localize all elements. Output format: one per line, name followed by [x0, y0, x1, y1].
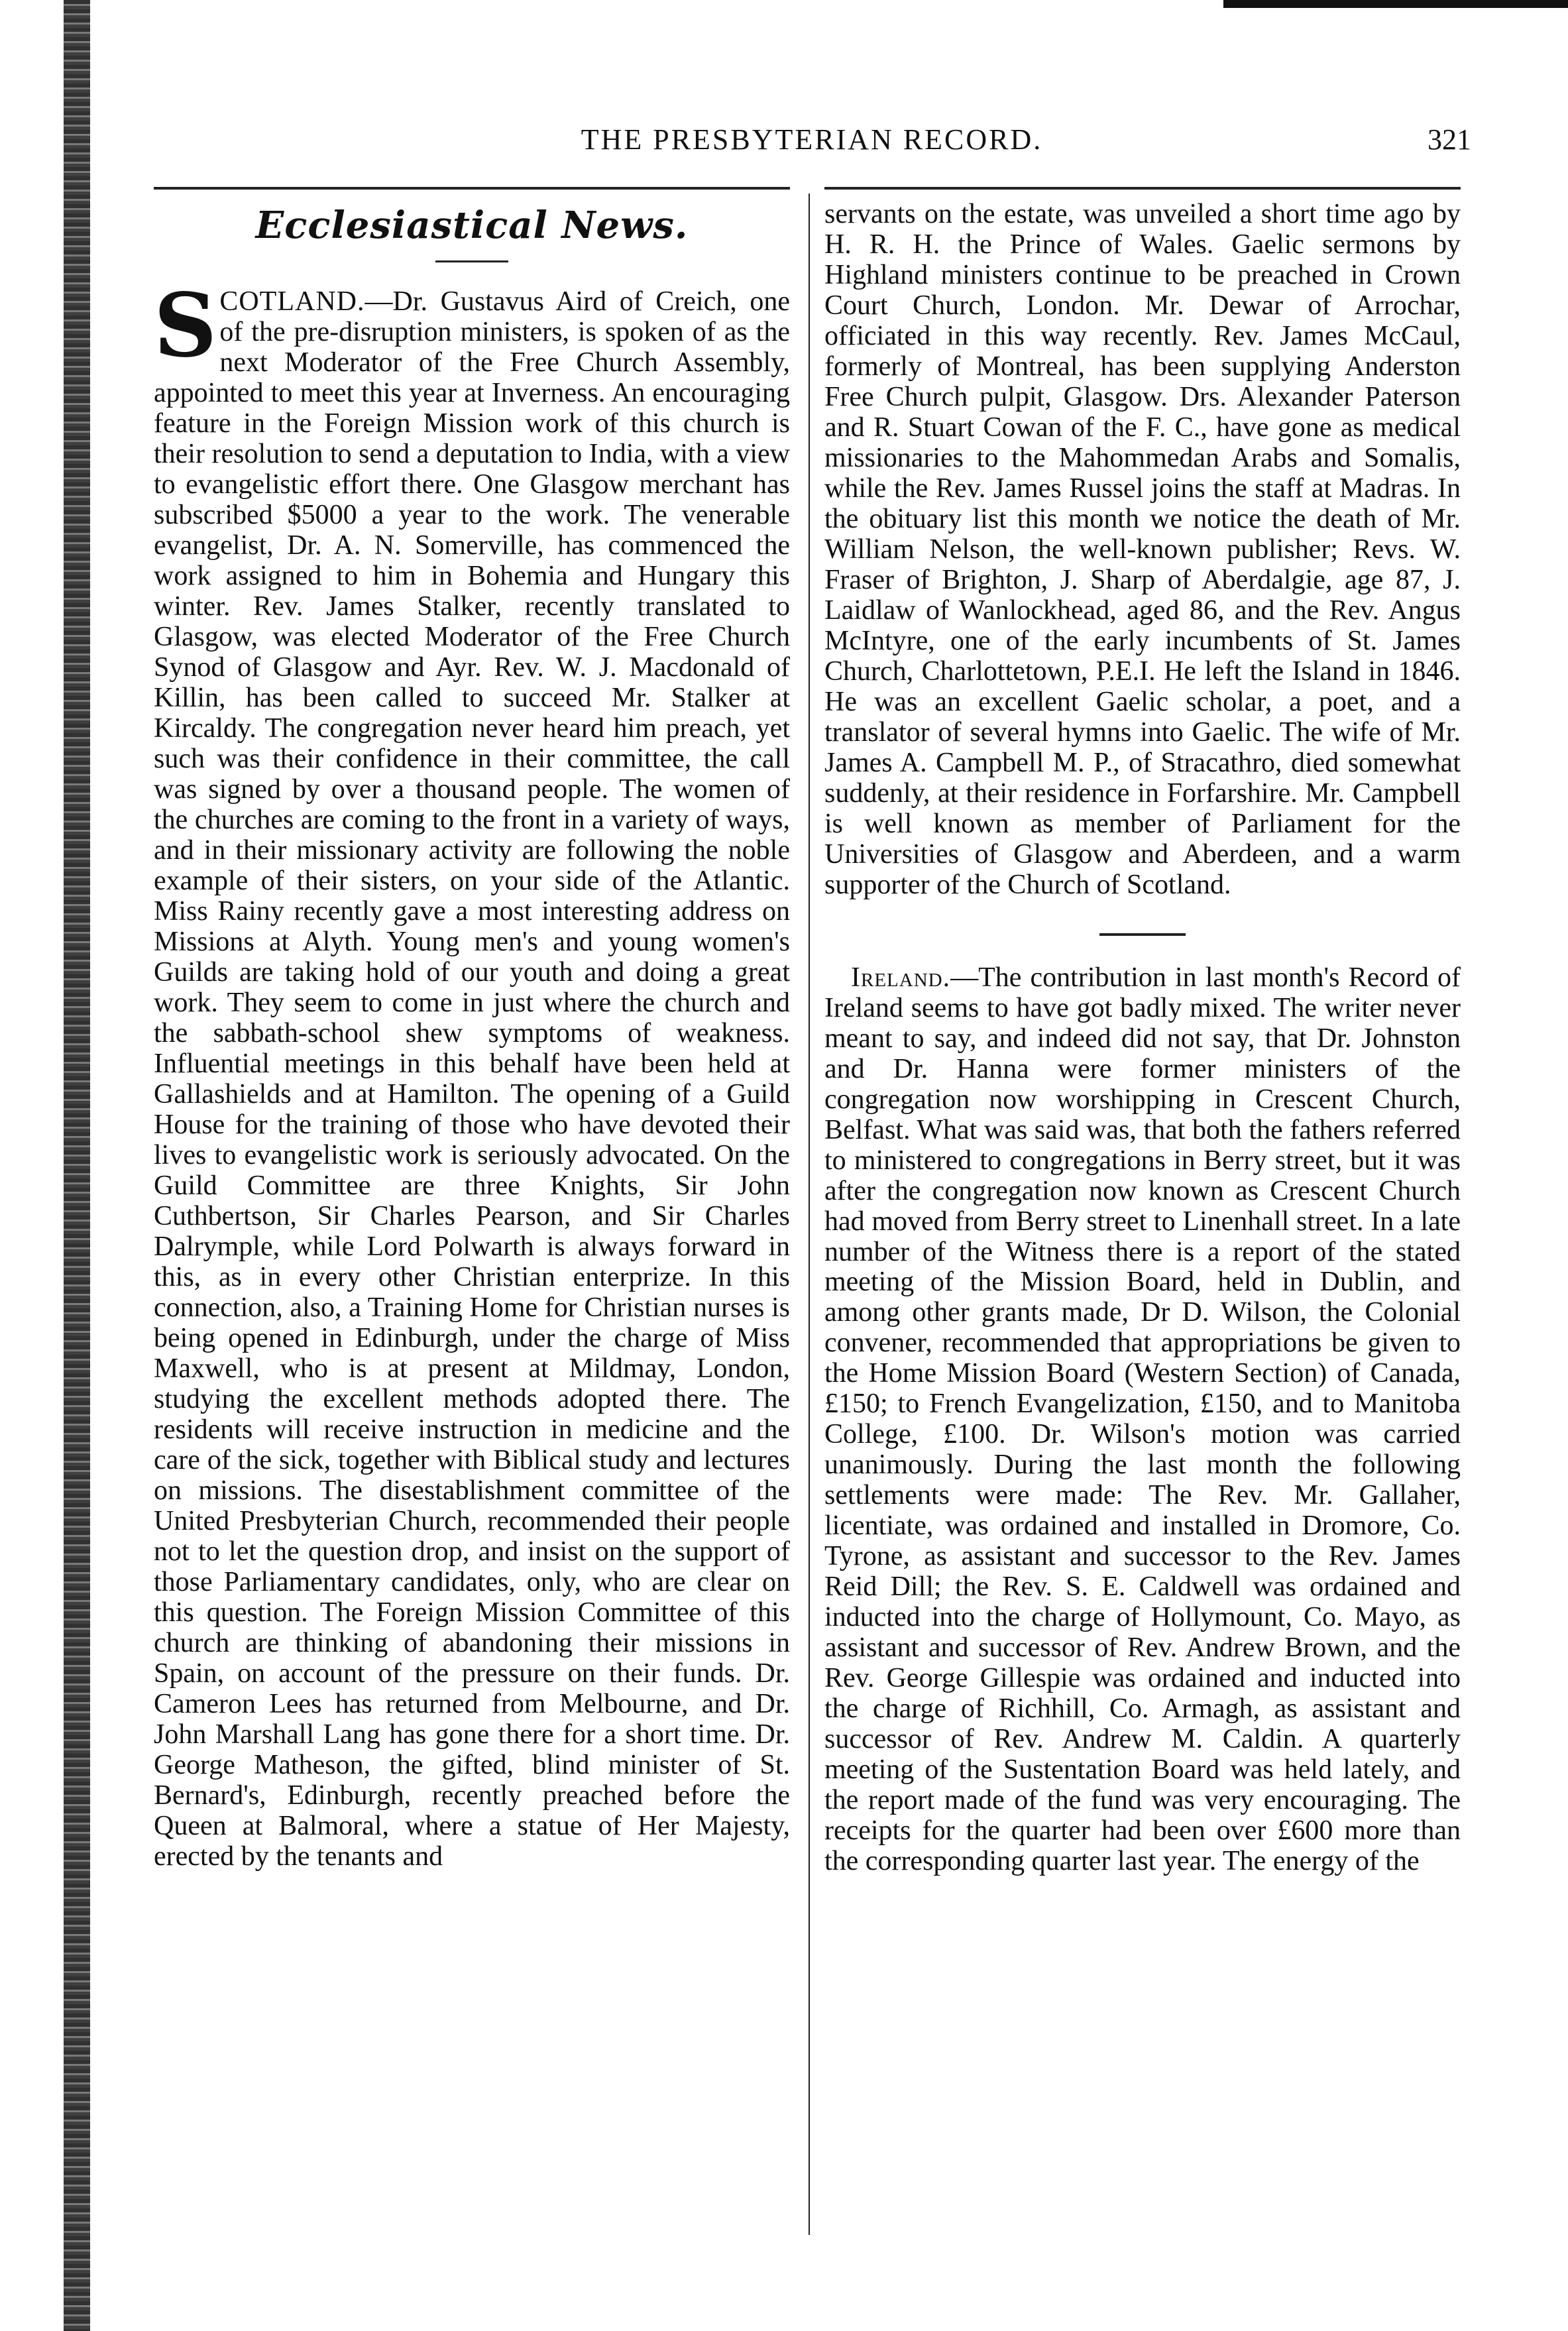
page-number: 321	[1428, 123, 1471, 156]
scotland-body: —Dr. Gustavus Aird of Creich, one of the pre-disruption ministers, is spoken of as the next Moderator of the Free Church Assembly, appointed to meet this year at Inverness. An encouraging feature in the Foreign Mission work of this church is their resolution to send a deputation to India, with a view to evangelistic effort there. One Glasgow merchant has subscribed $5000 a year to the work. The venerable evangelist, Dr. A. N. Somerville, has commenced the work assigned to him in Bohemia and Hungary this winter. Rev. James Stalker, recently translated to Glasgow, was elected Moderator of the Free Church Synod of Glasgow and Ayr. Rev. W. J. Macdonald of Killin, has been called to succeed Mr. Stalker at Kircaldy. The congregation never heard him preach, yet such was their confidence in their committee, the call was signed by over a thousand people. The women of the churches are coming to the front in a variety of ways, and in their missionary activity are following the noble example of their sisters, on your side of the Atlantic. Miss Rainy recently gave a most interesting address on Missions at Alyth. Young men's and young women's Guilds are taking hold of our youth and doing a great work. They seem to come in just where the church and the sabbath-school shew symptoms of weakness. Influential meetings in this behalf have been held at Gallashields and at Hamilton. The opening of a Guild House for the training of those who have devoted their lives to evangelistic work is seriously advocated. On the Guild Committee are three Knights, Sir John Cuthbertson, Sir Charles Pearson, and Sir Charles Dalrymple, while Lord Polwarth is always forward in this, as in every other Christian enterprize. In this connection, also, a Training Home for Christian nurses is being opened in Edinburgh, under the charge of Miss Maxwell, who is at present at Mildmay, London, studying the excellent methods adopted there. The residents will receive instruction in medicine and the care of the sick, together with Biblical study and lectures on missions. The disestablishment committee of the United Presbyterian Church, recommended their people not to let the question drop, and insist on the support of those Parliamentary candidates, only, who are clear on this question. The Foreign Mission Committee of this church are thinking of abandoning their missions in Spain, on account of the pressure on their funds. Dr. Cameron Lees has returned from Melbourne, and Dr. John Marshall Lang has gone there for a short time. Dr. George Matheson, the gifted, blind minister of St. Bernard's, Edinburgh, recently preached before the Queen at Balmoral, where a statue of Her Majesty, erected by the tenants and	[154, 286, 790, 1872]
ireland-body: —The contribution in last month's Record of Ireland seems to have got badly mixed. The writer never meant to say, and indeed did not say, that Dr. Johnston and Dr. Hanna were former ministers of the congregation now worshipping in Crescent Church, Belfast. What was said was, that both the fathers referred to ministered to congregations in Berry street, but it was after the congregation now known as Crescent Church had moved from Berry street to Linenhall street. In a late number of the Witness there is a report of the stated meeting of the Mission Board, held in Dublin, and among other grants made, Dr D. Wilson, the Colonial convener, recommended that appropriations be given to the Home Mission Board (Western Section) of Canada, £150; to French Evangelization, £150, and to Manitoba College, £100. Dr. Wilson's motion was carried unanimously. During the last month the following settlements were made: The Rev. Mr. Gallaher, licentiate, was ordained and installed in Dromore, Co. Tyrone, as assistant and successor to the Rev. James Reid Dill; the Rev. S. E. Caldwell was ordained and inducted into the charge of Hollymount, Co. Mayo, as assistant and successor of Rev. Andrew Brown, and the Rev. George Gillespie was ordained and inducted into the charge of Richhill, Co. Armagh, as assistant and successor of Rev. Andrew M. Caldin. A quarterly meeting of the Sustentation Board was held lately, and the report made of the fund was very encouraging. The receipts for the quarter had been over £600 more than the corresponding quarter last year. The energy of the	[824, 962, 1461, 1877]
ireland-paragraph	[824, 962, 1461, 1877]
left-column	[154, 199, 790, 1872]
page-header	[152, 123, 1471, 169]
scotland-paragraph	[154, 274, 790, 1872]
scotland-continued: servants on the estate, was unveiled a short time ago by H. R. H. the Prince of Wales. Gaelic sermons by Highland ministers continue to be preached in Crown Court Church, London. Mr. Dewar of Arrochar, officiated in this way recently. Rev. James McCaul, formerly of Montreal, has been supplying Anderston Free Church pulpit, Glasgow. Drs. Alexander Paterson and R. Stuart Cowan of the F. C., have gone as medical missionaries to the Mahommedan Arabs and Somalis, while the Rev. James Russel joins the staff at Madras. In the obituary list this month we notice the death of Mr. William Nelson, the well-known publisher; Revs. W. Fraser of Brighton, J. Sharp of Aberdalgie, age 87, J. Laidlaw of Wanlockhead, aged 86, and the Rev. Angus McIntyre, one of the early incumbents of St. James Church, Charlottetown, P.E.I. He left the Island in 1846. He was an excellent Gaelic scholar, a poet, and a translator of several hymns into Gaelic. The wife of Mr. James A. Campbell M. P., of Stracathro, died somewhat suddenly, at their residence in Forfarshire. Mr. Campbell is well known as member of Parliament for the Universities of Glasgow and Aberdeen, and a warm supporter of the Church of Scotland.	[824, 199, 1461, 900]
ireland-lead: Ireland.	[851, 962, 951, 993]
left-header-rule	[154, 187, 790, 190]
column-divider	[809, 194, 810, 2235]
drop-cap: S	[154, 274, 217, 378]
top-rule	[1223, 0, 1568, 8]
title-rule	[435, 260, 508, 262]
running-title: THE PRESBYTERIAN RECORD.	[581, 123, 1043, 156]
section-separator	[1099, 933, 1186, 936]
right-column	[824, 199, 1461, 1876]
scotland-lead: COTLAND.	[219, 286, 365, 317]
section-title: Ecclesiastical News.	[255, 203, 689, 247]
right-header-rule	[824, 187, 1461, 190]
scan-edge	[64, 0, 90, 2331]
